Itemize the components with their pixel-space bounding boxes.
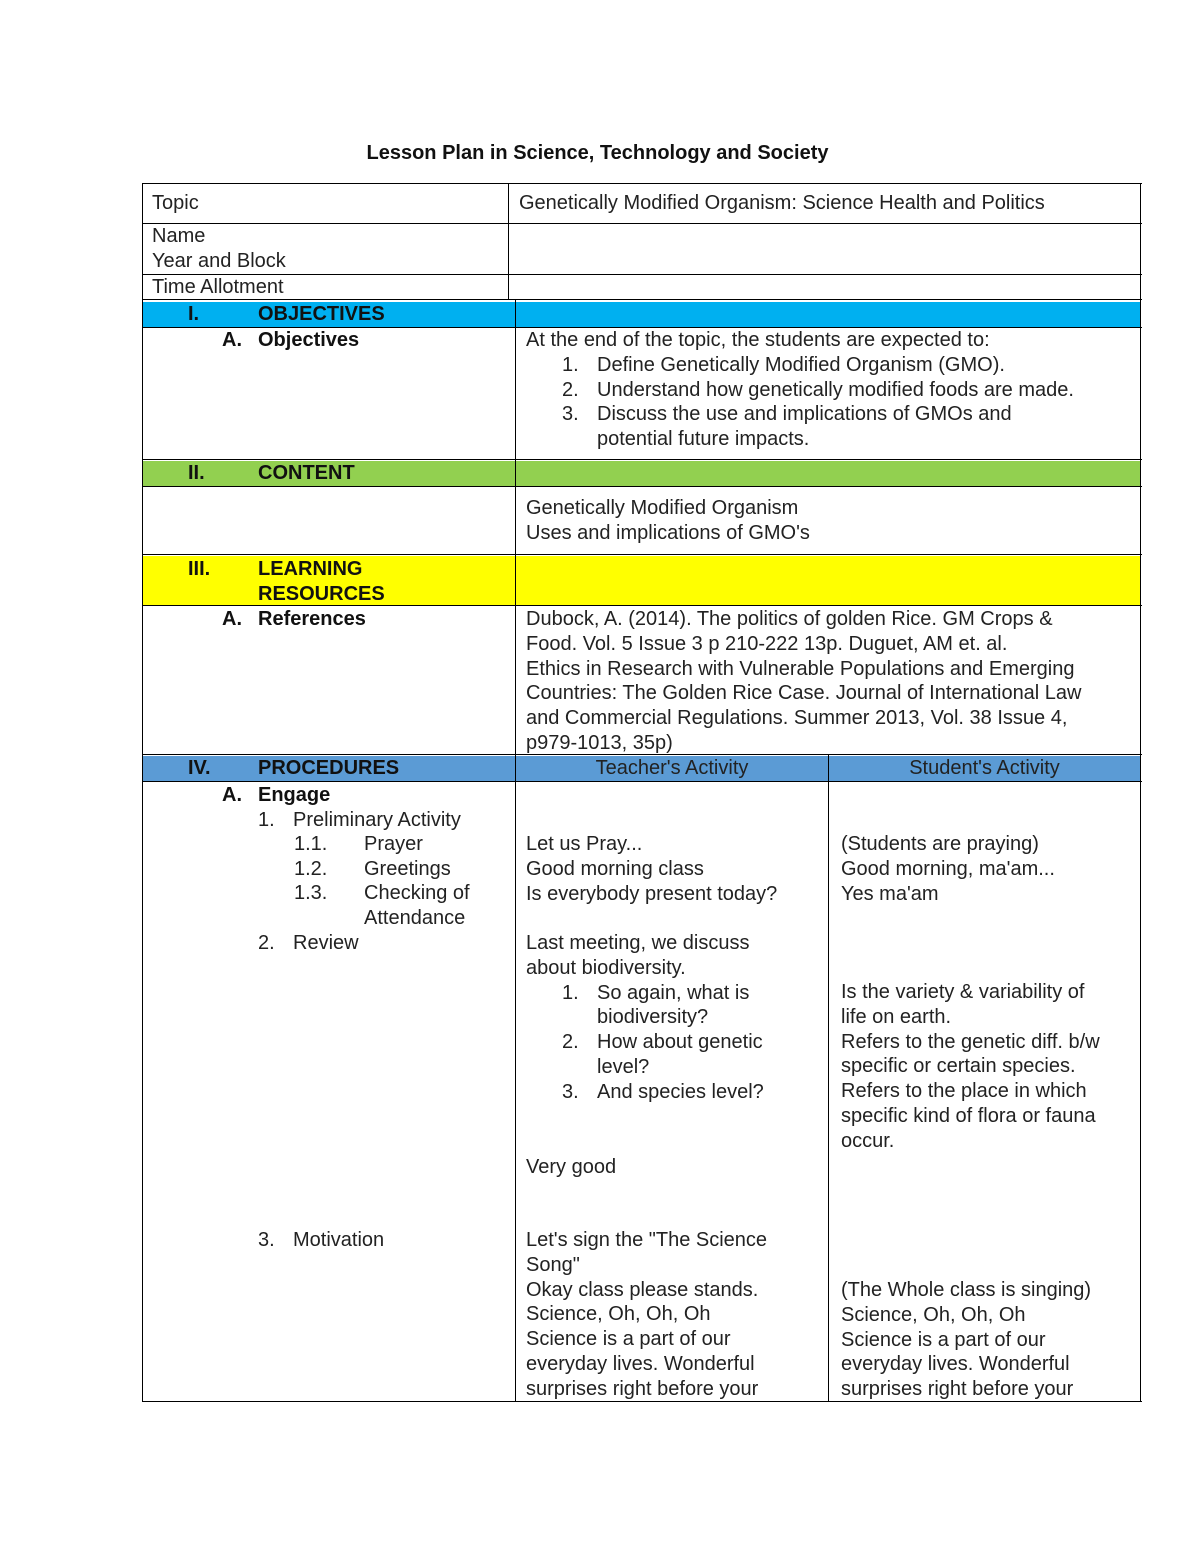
student-line: Yes ma'am <box>841 882 939 905</box>
references-label: References <box>258 608 366 630</box>
teacher-line: Let's sign the "The Science <box>526 1229 768 1251</box>
objective-number: 2. <box>562 378 579 401</box>
objectives-numeral: I. <box>188 303 200 325</box>
attendance-label-cont: Attendance <box>364 907 466 929</box>
review-question <box>526 981 749 1006</box>
question-number: 3. <box>562 1080 579 1103</box>
motivation-label: Motivation <box>293 1229 385 1251</box>
reference-line: Ethics in Research with Vulnerable Populations and Emerging <box>526 657 1075 680</box>
objective-number: 1. <box>562 353 579 376</box>
teacher-line: Science, Oh, Oh, Oh <box>526 1303 711 1326</box>
teacher-activity-header: Teacher's Activity <box>595 757 749 779</box>
teacher-preliminary <box>526 832 777 906</box>
references-text <box>526 607 1082 756</box>
teacher-line: Okay class please stands. <box>526 1278 759 1301</box>
procedures-heading: PROCEDURES <box>258 757 400 779</box>
resources-numeral: III. <box>188 558 211 580</box>
student-review <box>841 980 1100 1154</box>
review-question <box>526 1080 764 1105</box>
reference-line: Food. Vol. 5 Issue 3 p 210-222 13p. Duguet, AM et. al. <box>526 632 1008 655</box>
objectives-heading: OBJECTIVES <box>258 303 385 325</box>
teacher-line: Good morning class <box>526 857 704 880</box>
review-question-cont <box>526 1055 749 1080</box>
engage-letter: A. <box>222 784 242 806</box>
resources-heading-line: RESOURCES <box>258 582 385 605</box>
topic-value: Genetically Modified Organism: Science Health and Politics <box>519 192 1045 214</box>
time-allotment-label: Time Allotment <box>152 276 284 298</box>
content-numeral: II. <box>188 462 205 484</box>
objective-text: potential future impacts. <box>597 428 810 451</box>
motivation-num: 3. <box>258 1229 275 1251</box>
student-activity-header: Student's Activity <box>909 757 1060 779</box>
question-text: So again, what is <box>597 981 750 1004</box>
year-block-label: Year and Block <box>152 250 286 272</box>
objective-item <box>526 378 1074 403</box>
review-question <box>526 1030 763 1055</box>
teacher-line: Science is a part of our <box>526 1328 731 1351</box>
content-heading: CONTENT <box>258 462 355 484</box>
student-line: Refers to the genetic diff. b/w <box>841 1030 1100 1053</box>
topic-label: Topic <box>152 192 199 214</box>
objective-number: 3. <box>562 403 579 426</box>
greetings-label: Greetings <box>364 858 451 880</box>
objectives-list <box>526 328 1074 452</box>
reference-line: Countries: The Golden Rice Case. Journal of International Law <box>526 682 1082 705</box>
document-title: Lesson Plan in Science, Technology and Society <box>366 142 829 164</box>
question-text: How about genetic <box>597 1031 763 1054</box>
references-letter: A. <box>222 608 242 630</box>
student-line: Refers to the place in which <box>841 1080 1087 1103</box>
objective-text: Discuss the use and implications of GMOs and <box>597 403 1012 426</box>
student-motivation <box>841 1278 1091 1402</box>
reference-line: Dubock, A. (2014). The politics of golden Rice. GM Crops & <box>526 608 1053 630</box>
question-text: And species level? <box>597 1080 764 1103</box>
teacher-very-good: Very good <box>526 1156 617 1178</box>
teacher-line: about biodiversity. <box>526 956 686 979</box>
student-line: (Students are praying) <box>841 833 1039 855</box>
teacher-line: Is everybody present today? <box>526 882 778 905</box>
review-label: Review <box>293 932 359 954</box>
review-num: 2. <box>258 932 275 954</box>
teacher-line: surprises right before your <box>526 1377 759 1400</box>
attendance-label: Checking of <box>364 882 470 904</box>
question-number: 2. <box>562 1031 579 1054</box>
objective-item <box>526 402 1012 427</box>
question-text: biodiversity? <box>597 1006 709 1029</box>
teacher-line: Let us Pray... <box>526 833 643 855</box>
student-line: Science is a part of our <box>841 1328 1046 1351</box>
teacher-line: Last meeting, we discuss <box>526 932 750 954</box>
preliminary-label: Preliminary Activity <box>293 809 461 831</box>
objective-text: Define Genetically Modified Organism (GMO). <box>597 353 1005 376</box>
resources-heading-line: LEARNING <box>258 558 363 580</box>
prayer-num: 1.1. <box>294 833 328 855</box>
student-line: (The Whole class is singing) <box>841 1279 1092 1301</box>
student-line: specific kind of flora or fauna <box>841 1104 1096 1127</box>
objective-text: Understand how genetically modified foods are made. <box>597 378 1074 401</box>
content-line: Uses and implications of GMO's <box>526 521 810 544</box>
resources-heading <box>258 557 385 607</box>
student-preliminary <box>841 832 1055 906</box>
question-number: 1. <box>562 981 579 1004</box>
engage-label: Engage <box>258 784 331 806</box>
attendance-num: 1.3. <box>294 882 328 904</box>
question-text: level? <box>597 1055 650 1078</box>
content-line: Genetically Modified Organism <box>526 497 799 519</box>
student-line: surprises right before your <box>841 1378 1074 1401</box>
objective-item-continued <box>526 427 990 452</box>
student-line: occur. <box>841 1129 895 1152</box>
student-line: Is the variety & variability of <box>841 981 1085 1003</box>
reference-line: p979-1013, 35p) <box>526 731 673 754</box>
student-line: everyday lives. Wonderful <box>841 1353 1070 1376</box>
greetings-num: 1.2. <box>294 858 328 880</box>
prayer-label: Prayer <box>364 833 423 855</box>
objectives-sub-label: Objectives <box>258 329 360 351</box>
teacher-line: Song" <box>526 1253 580 1276</box>
preliminary-num: 1. <box>258 809 275 831</box>
name-label: Name <box>152 225 206 247</box>
procedures-numeral: IV. <box>188 757 211 779</box>
teacher-review <box>526 931 764 1105</box>
objective-item <box>526 353 1005 378</box>
student-line: life on earth. <box>841 1005 952 1028</box>
student-line: specific or certain species. <box>841 1055 1076 1078</box>
teacher-line: everyday lives. Wonderful <box>526 1352 755 1375</box>
teacher-motivation <box>526 1228 767 1402</box>
objectives-sub-letter: A. <box>222 329 242 351</box>
student-line: Science, Oh, Oh, Oh <box>841 1303 1026 1326</box>
objectives-intro: At the end of the topic, the students are expected to: <box>526 329 990 351</box>
review-question-cont <box>526 1005 749 1030</box>
student-line: Good morning, ma'am... <box>841 857 1055 880</box>
reference-line: and Commercial Regulations. Summer 2013, Vol. 38 Issue 4, <box>526 707 1068 730</box>
content-lines <box>526 496 810 546</box>
